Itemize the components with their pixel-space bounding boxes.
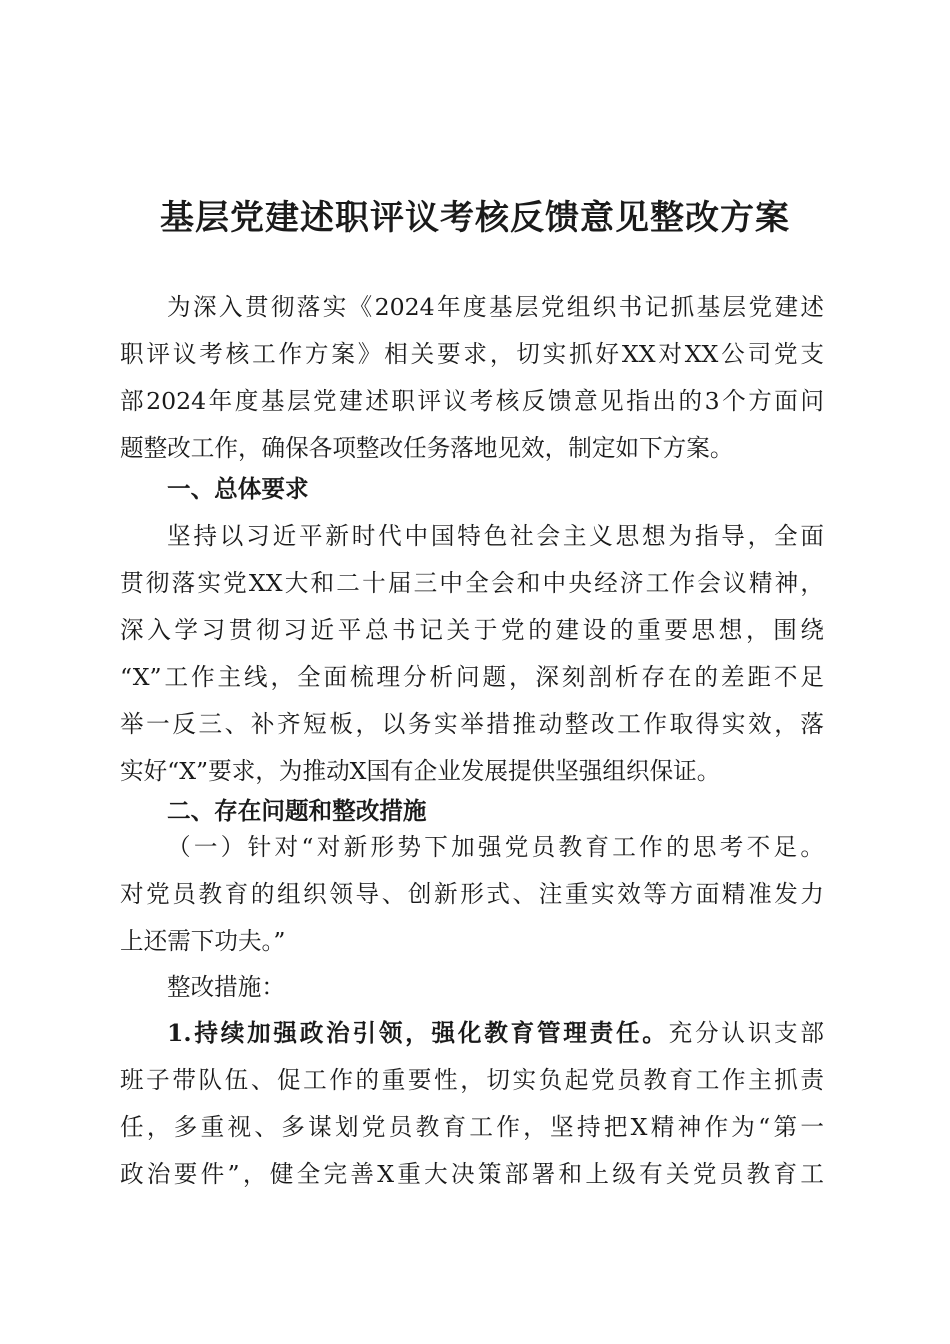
section1-line: 实好“X”要求，为推动X国有企业发展提供坚强组织保证。 <box>120 757 721 785</box>
sub1-line: （一）针对“对新形势下加强党员教育工作的思考不足。 <box>167 833 824 861</box>
section1-line: 坚持以习近平新时代中国特色社会主义思想为指导，全面 <box>167 522 824 550</box>
sub1-line: 上还需下功夫。” <box>120 927 286 955</box>
measure1-first-line <box>167 1010 824 1057</box>
section1-line: 贯彻落实党XX大和二十届三中全会和中央经济工作会议精神， <box>120 569 824 597</box>
section1-line: 深入学习贯彻习近平总书记关于党的建设的重要思想，围绕 <box>120 616 824 644</box>
intro-line: 部2024年度基层党建述职评议考核反馈意见指出的3个方面问 <box>120 387 824 415</box>
measure1-text: 充分认识支部 <box>668 1019 824 1047</box>
measure1-line: 政治要件”，健全完善X重大决策部署和上级有关党员教育工 <box>120 1160 824 1188</box>
document-title: 基层党建述职评议考核反馈意见整改方案 <box>160 198 790 238</box>
measure1-line: 任，多重视、多谋划党员教育工作，坚持把X精神作为“第一 <box>120 1113 824 1141</box>
measure1-heading: 1.持续加强政治引领，强化教育管理责任。 <box>167 1019 669 1047</box>
sub1-line: 对党员教育的组织领导、创新形式、注重实效等方面精准发力 <box>120 880 824 908</box>
intro-line: 题整改工作，确保各项整改任务落地见效，制定如下方案。 <box>120 434 734 462</box>
section1-line: 举一反三、补齐短板，以务实举措推动整改工作取得实效，落 <box>120 710 824 738</box>
intro-line: 职评议考核工作方案》相关要求，切实抓好XX对XX公司党支 <box>120 340 824 368</box>
section-heading: 二、存在问题和整改措施 <box>167 797 427 825</box>
measure1-line: 班子带队伍、促工作的重要性，切实负起党员教育工作主抓责 <box>120 1066 824 1094</box>
intro-line: 为深入贯彻落实《2024年度基层党组织书记抓基层党建述 <box>167 293 824 321</box>
measures-label: 整改措施： <box>167 973 285 1001</box>
section-heading: 一、总体要求 <box>167 475 309 503</box>
section1-line: “X”工作主线，全面梳理分析问题，深刻剖析存在的差距不足 <box>120 663 824 691</box>
